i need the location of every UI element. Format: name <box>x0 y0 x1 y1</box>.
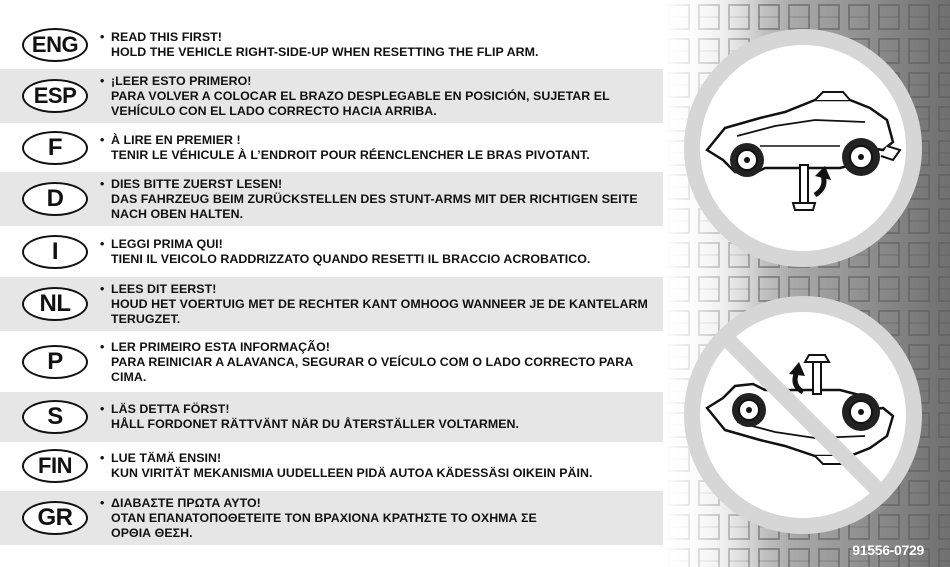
instruction-line: TERUGZET. <box>111 312 181 326</box>
instruction-line: DAS FAHRZEUG BEIM ZURÜCKSTELLEN DES STUNT-ARMS MIT DER RICHTIGEN SEITE <box>111 192 638 206</box>
heading-line: À LIRE EN PREMIER ! <box>111 133 241 147</box>
car-upside-down-prohibited-icon <box>692 304 914 526</box>
language-row-p <box>0 334 663 390</box>
language-code-badge: P <box>22 345 88 379</box>
bullet-icon: • <box>100 177 105 191</box>
instruction-text <box>100 177 655 222</box>
heading-line: LEES DIT EERST! <box>111 282 217 296</box>
instruction-line: PARA REINICIAR A ALAVANCA, SEGURAR O VEÍCULO COM O LADO CORRECTO PARA <box>111 355 634 369</box>
instruction-text <box>100 237 655 267</box>
language-row-nl <box>0 277 663 331</box>
instruction-line: TIENI IL VEICOLO RADDRIZZATO QUANDO RESETTI IL BRACCIO ACROBATICO. <box>111 252 591 266</box>
language-row-esp <box>0 69 663 123</box>
part-number: 91556-0729 <box>852 542 924 558</box>
bullet-icon: • <box>100 451 105 465</box>
language-code-badge: F <box>22 131 88 165</box>
heading-line: READ THIS FIRST! <box>111 30 222 44</box>
bullet-icon: • <box>100 402 105 416</box>
bullet-icon: • <box>100 30 105 44</box>
car-right-side-up-icon <box>692 37 914 259</box>
instruction-line: KUN VIRITÄT MEKANISMIA UUDELLEEN PIDÄ AUTOA KÄDESSÄSI OIKEIN PÄIN. <box>111 466 593 480</box>
language-code-badge: ESP <box>22 79 88 113</box>
language-row-fin <box>0 443 663 489</box>
heading-line: LER PRIMEIRO ESTA INFORMAÇÃO! <box>111 340 330 354</box>
language-code-badge: D <box>22 182 88 216</box>
instruction-line: NACH OBEN HALTEN. <box>111 207 244 221</box>
illustration-svg <box>665 0 950 567</box>
heading-line: ΔΙΑΒΑΣΤΕ ΠΡΩΤΑ ΑΥΤΟ! <box>111 496 261 510</box>
language-row-eng <box>0 22 663 67</box>
language-code-badge: FIN <box>22 449 88 483</box>
instruction-text <box>100 496 655 541</box>
heading-line: DIES BITTE ZUERST LESEN! <box>111 177 283 191</box>
heading-line: LEGGI PRIMA QUI! <box>111 237 223 251</box>
instruction-line: ΟΤΑΝ ΕΠΑΝΑΤΟΠΟΘΕΤΕΙΤΕ ΤΟΝ ΒΡΑΧΙΟΝΑ ΚΡΑΤΗΣΤΕ ΤΟ ΟΧΗΜΑ ΣΕ <box>111 511 537 525</box>
instruction-text <box>100 30 655 60</box>
language-row-f <box>0 125 663 170</box>
instruction-text <box>100 282 655 327</box>
bullet-icon: • <box>100 340 105 354</box>
instruction-line: HOUD HET VOERTUIG MET DE RECHTER KANT OMHOOG WANNEER JE DE KANTELARM <box>111 297 648 311</box>
bullet-icon: • <box>100 237 105 251</box>
instruction-text <box>100 402 655 432</box>
language-code-badge: GR <box>22 501 88 535</box>
language-row-gr <box>0 491 663 545</box>
language-row-d <box>0 172 663 226</box>
instruction-line: TENIR LE VÉHICULE À L’ENDROIT POUR RÉENCLENCHER LE BRAS PIVOTANT. <box>111 148 590 162</box>
instruction-line: HOLD THE VEHICLE RIGHT-SIDE-UP WHEN RESETTING THE FLIP ARM. <box>111 45 539 59</box>
instruction-line: ΟΡΘΙΑ ΘΕΣΗ. <box>111 526 193 540</box>
bullet-icon: • <box>100 496 105 510</box>
instruction-text <box>100 74 655 119</box>
instruction-text <box>100 340 655 385</box>
bullet-icon: • <box>100 74 105 88</box>
heading-line: ¡LEER ESTO PRIMERO! <box>111 74 252 88</box>
instruction-text <box>100 451 655 481</box>
bullet-icon: • <box>100 133 105 147</box>
language-code-badge: I <box>22 235 88 269</box>
heading-line: LÄS DETTA FÖRST! <box>111 402 230 416</box>
instruction-line: VEHÍCULO CON EL LADO CORRECTO HACIA ARRIBA. <box>111 104 437 118</box>
instruction-line: PARA VOLVER A COLOCAR EL BRAZO DESPLEGABLE EN POSICIÓN, SUJETAR EL <box>111 89 610 103</box>
language-row-i <box>0 229 663 274</box>
instruction-text <box>100 133 655 163</box>
bullet-icon: • <box>100 282 105 296</box>
instruction-line: CIMA. <box>111 370 147 384</box>
language-row-s <box>0 392 663 442</box>
heading-line: LUE TÄMÄ ENSIN! <box>111 451 222 465</box>
instruction-line: HÅLL FORDONET RÄTTVÄNT NÄR DU ÅTERSTÄLLER VOLTARMEN. <box>111 417 520 431</box>
language-code-badge: S <box>22 400 88 434</box>
language-code-badge: NL <box>22 287 88 321</box>
illustration-panel <box>665 0 950 567</box>
language-code-badge: ENG <box>22 28 88 62</box>
